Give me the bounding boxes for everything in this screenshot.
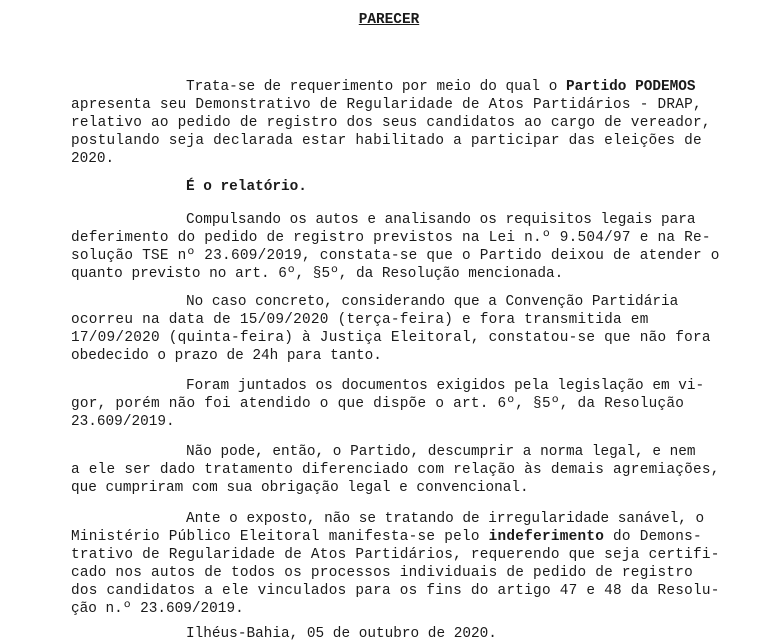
text-line: cado nos autos de todos os processos individuais de pedido de registro bbox=[71, 565, 694, 581]
place-date bbox=[71, 625, 716, 643]
text-line: obedecido o prazo de 24h para tanto. bbox=[71, 348, 382, 364]
paragraph-1 bbox=[71, 78, 716, 168]
text-line: dos candidatos a ele vinculados para os fins do artigo 47 e 48 da Resolu- bbox=[71, 583, 720, 599]
text-line: 23.609/2019. bbox=[71, 414, 175, 430]
text-line: deferimento do pedido de registro previstos na Lei n.º 9.504/97 e na Re- bbox=[71, 230, 711, 246]
text-line: Foram juntados os documentos exigidos pela legislação em vi- bbox=[186, 378, 705, 394]
paragraph-3 bbox=[71, 293, 716, 365]
text-line: Ante o exposto, não se tratando de irregularidade sanável, o bbox=[186, 511, 705, 527]
text-line: a ele ser dado tratamento diferenciado com relação às demais agremiações, bbox=[71, 462, 720, 478]
text-line: No caso concreto, considerando que a Convenção Partidária bbox=[186, 294, 679, 310]
text-line: gor, porém não foi atendido o que dispõe o art. 6º, §5º, da Resolução bbox=[71, 396, 685, 412]
report-heading bbox=[71, 178, 716, 196]
text-line: solução TSE nº 23.609/2019, constata-se que o Partido deixou de atender o bbox=[71, 248, 720, 264]
text-line: Compulsando os autos e analisando os requisitos legais para bbox=[186, 212, 696, 228]
text-line: relativo ao pedido de registro dos seus candidatos ao cargo de vereador, bbox=[71, 115, 711, 131]
text-line: ocorreu na data de 15/09/2020 (terça-feira) e fora transmitida em bbox=[71, 312, 649, 328]
text-line: postulando seja declarada estar habilitado a participar das eleições de bbox=[71, 133, 702, 149]
paragraph-6 bbox=[71, 510, 720, 618]
text-line: apresenta seu Demonstrativo de Regularidade de Atos Partidários - DRAP, bbox=[71, 97, 702, 113]
text-line: Ilhéus-Bahia, 05 de outubro de 2020. bbox=[186, 626, 497, 642]
text-line: É o relatório. bbox=[186, 179, 307, 195]
text-line: Ministério Público Eleitoral manifesta-se pelo indeferimento do Demons- bbox=[71, 529, 702, 545]
text-line: quanto previsto no art. 6º, §5º, da Resolução mencionada. bbox=[71, 266, 564, 282]
text-line: 17/09/2020 (quinta-feira) à Justiça Eleitoral, constatou-se que não fora bbox=[71, 330, 711, 346]
text-line: trativo de Regularidade de Atos Partidários, requerendo que seja certifi- bbox=[71, 547, 720, 563]
text-line: ção n.º 23.609/2019. bbox=[71, 601, 244, 617]
document-title: PARECER bbox=[358, 12, 420, 28]
paragraph-2 bbox=[71, 211, 720, 283]
text-line: que cumpriram com sua obrigação legal e convencional. bbox=[71, 480, 529, 496]
text-line: Trata-se de requerimento por meio do qual o Partido PODEMOS bbox=[186, 79, 696, 95]
paragraph-4 bbox=[71, 377, 716, 431]
text-line: 2020. bbox=[71, 151, 115, 167]
text-line: Não pode, então, o Partido, descumprir a norma legal, e nem bbox=[186, 444, 696, 460]
paragraph-5 bbox=[71, 443, 720, 497]
